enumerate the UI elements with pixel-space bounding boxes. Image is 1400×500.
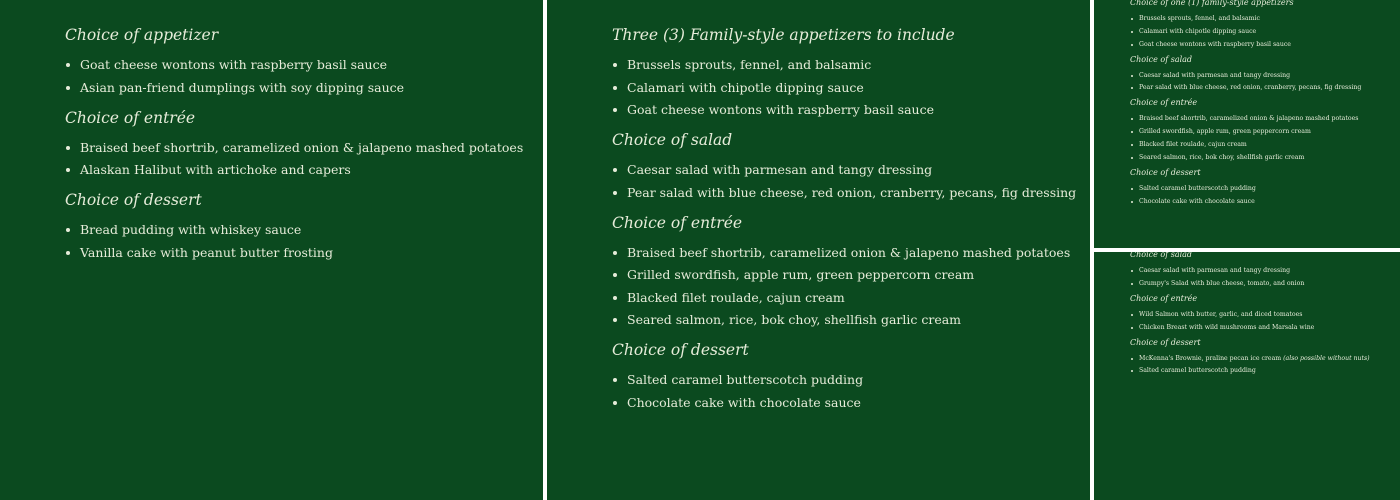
menu-item: Goat cheese wontons with raspberry basil sauce [627,102,1082,118]
menu-item: Seared salmon, rice, bok choy, shellfish garlic cream [1139,154,1395,162]
menu-item: Salted caramel butterscotch pudding [627,372,1082,388]
menu-panel-bottom-right [1094,252,1400,500]
menu-item: Braised beef shortrib, caramelized onion & jalapeno mashed potatoes [1139,115,1395,123]
menu-item: Seared salmon, rice, bok choy, shellfish garlic cream [627,312,1082,328]
menu-list [1139,311,1395,332]
menu-item: Caesar salad with parmesan and tangy dressing [1139,72,1395,80]
menu-list [627,372,1082,411]
section-heading: Choice of dessert [65,191,202,209]
menu-list [1139,72,1395,93]
section-heading: Choice of appetizer [65,26,219,44]
menu-item: Grilled swordfish, apple rum, green peppercorn cream [627,267,1082,283]
section-heading: Choice of entrée [612,213,743,232]
menu-item: Pear salad with blue cheese, red onion, cranberry, pecans, fig dressing [1139,84,1395,92]
menu-list [627,245,1082,329]
section-heading: Choice of salad [1130,54,1193,64]
menu-list [1139,267,1395,288]
menu-panel-middle [547,0,1090,500]
section-heading: Choice of entrée [1130,98,1198,108]
menu-item: Vanilla cake with peanut butter frosting [80,245,535,261]
menu-item: Alaskan Halibut with artichoke and capers [80,162,535,178]
menu-item: Goat cheese wontons with raspberry basil sauce [80,57,535,73]
menu-list [627,162,1082,201]
menu-list [1139,185,1395,206]
menu-item: Chicken Breast with wild mushrooms and Marsala wine [1139,324,1395,332]
menu-panel-left [0,0,543,500]
menu-item: Grumpy's Salad with blue cheese, tomato, and onion [1139,280,1395,288]
menu-item: Goat cheese wontons with raspberry basil sauce [1139,41,1395,49]
menu-list [1139,115,1395,161]
menu-item: Brussels sprouts, fennel, and balsamic [1139,15,1395,23]
menu-panel-top-right [1094,0,1400,248]
menu-item: Braised beef shortrib, caramelized onion & jalapeno mashed potatoes [627,245,1082,261]
menu-content [612,25,1082,423]
menu-item-text: McKenna's Brownie, praline pecan ice cream [1139,354,1282,362]
section-heading: Choice of dessert [612,341,749,359]
section-heading: Choice of salad [612,131,733,149]
menu-list [80,140,535,179]
menu-list [1139,355,1395,376]
menu-item: Caesar salad with parmesan and tangy dressing [627,162,1082,178]
menu-item: Calamari with chipotle dipping sauce [1139,28,1395,36]
menu-item [1139,355,1395,363]
menu-item: Grilled swordfish, apple rum, green peppercorn cream [1139,128,1395,136]
menu-content [1130,0,1395,212]
menu-item: Chocolate cake with chocolate sauce [1139,198,1395,206]
menu-item: Brussels sprouts, fennel, and balsamic [627,57,1082,73]
section-heading: Choice of dessert [1130,167,1201,177]
menu-item: Salted caramel butterscotch pudding [1139,367,1395,375]
menu-content [1130,252,1395,381]
menu-item: Chocolate cake with chocolate sauce [627,395,1082,411]
section-heading: Choice of entrée [65,108,196,127]
section-heading: Three (3) Family-style appetizers to include [612,26,955,44]
section-heading: Choice of one (1) family-style appetizers [1130,0,1294,7]
menu-item: Calamari with chipotle dipping sauce [627,80,1082,96]
menu-item: Blacked filet roulade, cajun cream [627,290,1082,306]
section-heading: Choice of salad [1130,252,1193,259]
menu-list [80,222,535,261]
section-heading: Choice of entrée [1130,293,1198,303]
menu-item: Pear salad with blue cheese, red onion, cranberry, pecans, fig dressing [627,185,1082,201]
menu-item: Blacked filet roulade, cajun cream [1139,141,1395,149]
menu-item: Bread pudding with whiskey sauce [80,222,535,238]
menu-item: Caesar salad with parmesan and tangy dressing [1139,267,1395,275]
menu-item: Braised beef shortrib, caramelized onion & jalapeno mashed potatoes [80,140,535,156]
menu-item: Wild Salmon with butter, garlic, and diced tomatoes [1139,311,1395,319]
menu-list [627,57,1082,118]
menu-item: Asian pan-friend dumplings with soy dipping sauce [80,80,535,96]
menu-content [65,25,535,273]
menu-item: Salted caramel butterscotch pudding [1139,185,1395,193]
menu-list [80,57,535,96]
menu-item-note: (also possible without nuts) [1283,354,1370,362]
menu-list [1139,15,1395,49]
section-heading: Choice of dessert [1130,337,1201,347]
